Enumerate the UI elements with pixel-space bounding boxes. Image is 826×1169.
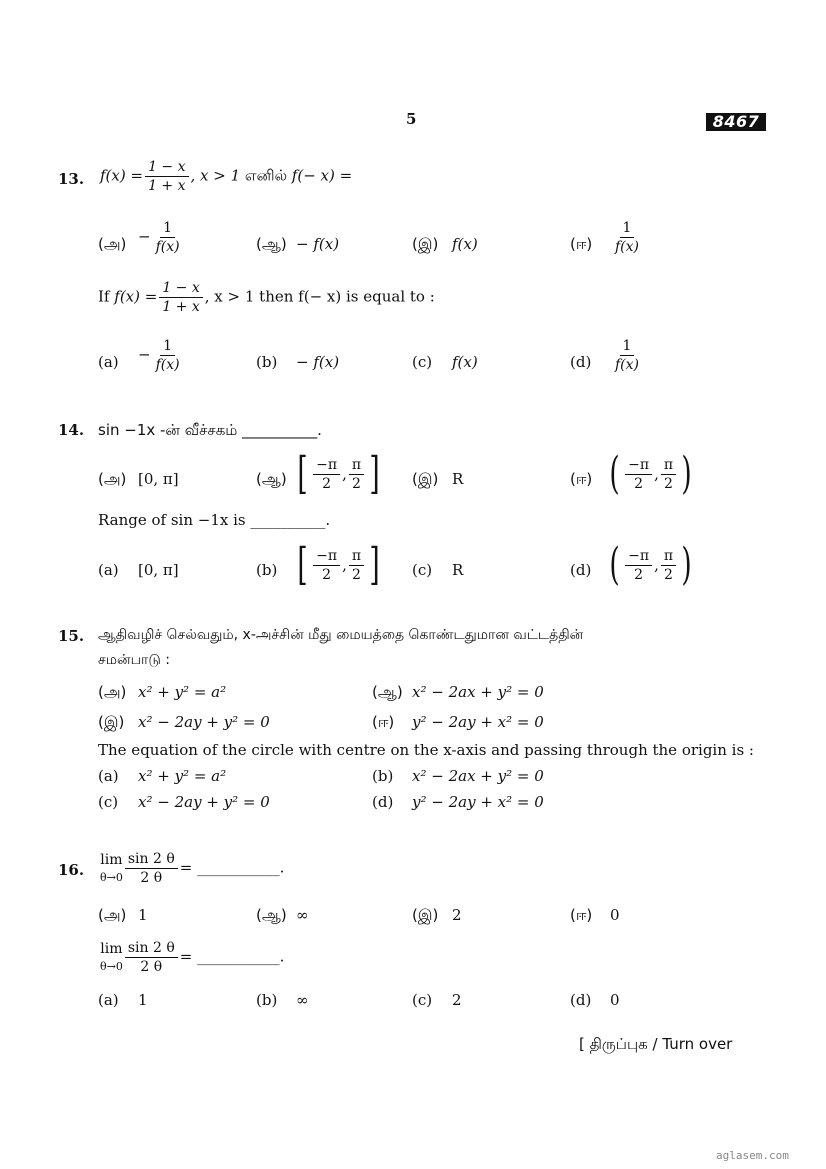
q16-en-opt-b-label: (b) <box>256 991 278 1009</box>
q15-ta-opt-d-label: (ஈ) <box>372 713 395 731</box>
q13-en-opt-c: f(x) <box>452 353 478 371</box>
q13-ta-opt-c-label: (இ) <box>412 235 439 253</box>
q15-en-opt-a-label: (a) <box>98 767 119 785</box>
q15-en-opt-d-label: (d) <box>372 793 394 811</box>
q15-en-opt-b-label: (b) <box>372 767 394 785</box>
q16-ta-opt-d: 0 <box>610 906 620 924</box>
turn-over: [ திருப்புக / Turn over <box>579 1035 733 1053</box>
q15-ta-line2: சமன்பாடு : <box>98 652 170 668</box>
q13-en-opt-b-label: (b) <box>256 353 278 371</box>
paper-code: 8467 <box>706 113 766 131</box>
q16-ta-opt-a-label: (அ) <box>98 906 127 924</box>
q14-ta-opt-b: [ $\frac{-\pi}{2}$ , $\frac{\pi}{2}$ ] <box>297 448 380 499</box>
q14-en-opt-b-label: (b) <box>256 561 278 579</box>
q13-en-opt-c-label: (c) <box>412 353 433 371</box>
q15-en-opt-d: y² − 2ay + x² = 0 <box>412 793 544 811</box>
q15-number: 15. <box>58 627 85 645</box>
q15-ta-line1: ஆதிவழிச் செல்வதும், x-அச்சின் மீது மையத்தை கொண்டதுமான வட்டத்தின் <box>98 627 584 643</box>
q13-ta-opt-a: − $\frac{1}{f(x)}$ <box>138 220 180 255</box>
q14-en-opt-c-label: (c) <box>412 561 433 579</box>
q16-ta-opt-c-label: (இ) <box>412 906 439 924</box>
q14-ta-opt-a: [0, π] <box>138 470 179 488</box>
q13-en-opt-d: $\frac{1}{f(x)}$ <box>615 338 640 373</box>
page-number: 5 <box>406 110 417 128</box>
q15-en-opt-c: x² − 2ay + y² = 0 <box>138 793 270 811</box>
q16-en-opt-d-label: (d) <box>570 991 592 1009</box>
watermark: aglasem.com <box>716 1149 789 1162</box>
q16-number: 16. <box>58 861 85 879</box>
q14-ta-opt-b-label: (ஆ) <box>256 470 287 488</box>
q13-ta-opt-b-label: (ஆ) <box>256 235 287 253</box>
q13-en-opt-a-label: (a) <box>98 353 119 371</box>
q13-ta-opt-b: − f(x) <box>296 235 340 253</box>
q15-en-question: The equation of the circle with centre on the x-axis and passing through the origin is : <box>98 741 754 759</box>
q14-ta-opt-d: ( $\frac{-\pi}{2}$ , $\frac{\pi}{2}$ ) <box>609 448 692 499</box>
q13-ta-opt-d-label: (ஈ) <box>570 235 593 253</box>
q13-ta-opt-a-label: (அ) <box>98 235 127 253</box>
q14-ta-opt-d-label: (ஈ) <box>570 470 593 488</box>
q13-ta-opt-d: $\frac{1}{f(x)}$ <box>615 220 640 255</box>
q16-en-opt-a-label: (a) <box>98 991 119 1009</box>
q16-ta-opt-b: ∞ <box>296 906 309 924</box>
q15-en-opt-a: x² + y² = a² <box>138 767 227 785</box>
q14-en-opt-a-label: (a) <box>98 561 119 579</box>
q14-en-opt-c: R <box>452 561 464 579</box>
q15-ta-opt-a-label: (அ) <box>98 683 127 701</box>
q14-ta-opt-a-label: (அ) <box>98 470 127 488</box>
q13-en-question: If f(x) = $\frac{1 - x}{1 + x}$ , x > 1 then f(− x) is equal to : <box>98 280 435 315</box>
q16-en-opt-a: 1 <box>138 991 148 1009</box>
q13-number: 13. <box>58 170 85 188</box>
q14-number: 14. <box>58 421 85 439</box>
q16-ta-opt-b-label: (ஆ) <box>256 906 287 924</box>
q14-ta-opt-c-label: (இ) <box>412 470 439 488</box>
q13-en-opt-d-label: (d) <box>570 353 592 371</box>
q13-ta-question: f(x) = $\frac{1 - x}{1 + x}$ , x > 1 எனில் f(− x) = <box>100 159 353 194</box>
q14-ta-opt-c: R <box>452 470 464 488</box>
q14-en-opt-d-label: (d) <box>570 561 592 579</box>
q15-ta-opt-b: x² − 2ax + y² = 0 <box>412 683 544 701</box>
q15-ta-opt-c-label: (இ) <box>98 713 125 731</box>
q14-ta-question: sin −1x -ன் வீச்சகம் __________. <box>98 421 322 439</box>
q16-en-question: lim θ→0 $\frac{\sin 2 \theta}{2 \theta}$ = ___________. <box>100 940 285 975</box>
q14-en-question: Range of sin −1x is __________. <box>98 511 331 529</box>
q16-en-opt-d: 0 <box>610 991 620 1009</box>
q15-ta-opt-a: x² + y² = a² <box>138 683 227 701</box>
q15-ta-opt-b-label: (ஆ) <box>372 683 403 701</box>
q16-en-opt-c: 2 <box>452 991 462 1009</box>
q15-ta-opt-c: x² − 2ay + y² = 0 <box>138 713 270 731</box>
q16-ta-opt-c: 2 <box>452 906 462 924</box>
q15-ta-opt-d: y² − 2ay + x² = 0 <box>412 713 544 731</box>
q16-ta-opt-d-label: (ஈ) <box>570 906 593 924</box>
q13-ta-opt-c: f(x) <box>452 235 478 253</box>
q14-en-opt-a: [0, π] <box>138 561 179 579</box>
q15-en-opt-b: x² − 2ax + y² = 0 <box>412 767 544 785</box>
q16-ta-opt-a: 1 <box>138 906 148 924</box>
q16-en-opt-b: ∞ <box>296 991 309 1009</box>
q13-en-opt-a: − $\frac{1}{f(x)}$ <box>138 338 180 373</box>
q14-en-opt-b: [ $\frac{-\pi}{2}$ , $\frac{\pi}{2}$ ] <box>297 539 380 590</box>
q15-en-opt-c-label: (c) <box>98 793 119 811</box>
q13-en-opt-b: − f(x) <box>296 353 340 371</box>
q16-en-opt-c-label: (c) <box>412 991 433 1009</box>
q14-en-opt-d: ( $\frac{-\pi}{2}$ , $\frac{\pi}{2}$ ) <box>609 539 692 590</box>
q16-ta-question: lim θ→0 $\frac{\sin 2 \theta}{2 \theta}$ = ___________. <box>100 851 285 886</box>
